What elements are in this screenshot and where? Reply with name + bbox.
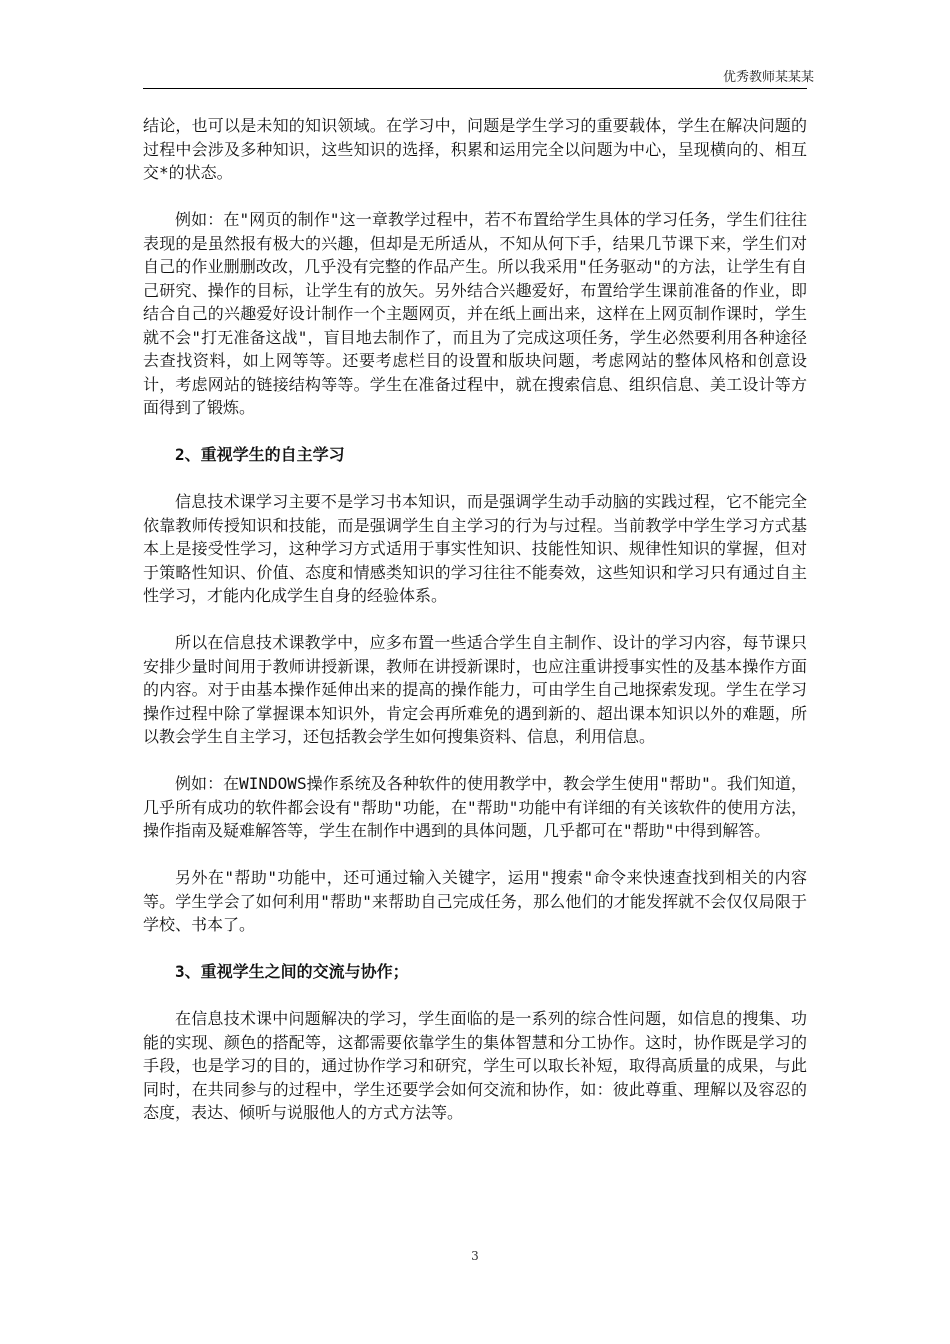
paragraph-continuation: 结论，也可以是未知的知识领域。在学习中，问题是学生学习的重要载体，学生在解决问题的过程中会涉及多种知识，这些知识的选择，积累和运用完全以问题为中心，呈现横向的、相互交*的状态。 [143, 116, 807, 182]
section-heading-collaboration: 3、重视学生之间的交流与协作； [175, 962, 409, 981]
paragraph-teaching-arrangement: 所以在信息技术课教学中，应多布置一些适合学生自主制作、设计的学习内容，每节课只安排少量时间用于教师讲授新课，教师在讲授新课时，也应注重讲授事实性的及基本操作方面的内容。对于由基本操作延伸出来的提高的操作能力，可由学生自己地探索发现。学生在学习操作过程中除了掌握课本知识外，肯定会再所难免的遇到新的、超出课本知识以外的难题，所以教会学生自主学习，还包括教会学生如何搜集资料、信息，利用信息。 [143, 633, 807, 746]
section-heading-autonomous-learning: 2、重视学生的自主学习 [175, 445, 345, 464]
page-number: 3 [471, 1249, 479, 1263]
header-author: 优秀教师某某某 [722, 70, 814, 85]
header-divider [143, 88, 807, 89]
paragraph-autonomous-learning: 信息技术课学习主要不是学习书本知识，而是强调学生动手动脑的实践过程，它不能完全依靠教师传授知识和技能，而是强调学生自主学习的行为与过程。当前教学中学生学习方式基本上是接受性学习，这种学习方式适用于事实性知识、技能性知识、规律性知识的掌握，但对于策略性知识、价值、态度和情感类知识的学习往往不能奏效，这些知识和学习只有通过自主性学习，才能内化成学生自身的经验体系。 [143, 492, 807, 605]
paragraph-help-search: 另外在"帮助"功能中，还可通过输入关键字，运用"搜索"命令来快速查找到相关的内容等。学生学会了如何利用"帮助"来帮助自己完成任务，那么他们的才能发挥就不会仅仅局限于学校、书本了。 [143, 868, 807, 934]
paragraph-example-webpage: 例如：在"网页的制作"这一章教学过程中，若不布置给学生具体的学习任务，学生们往往表现的是虽然报有极大的兴趣，但却是无所适从，不知从何下手，结果几节课下来，学生们对自己的作业删删改改，几乎没有完整的作品产生。所以我采用"任务驱动"的方法，让学生有自己研究、操作的目标，让学生有的放矢。另外结合兴趣爱好，布置给学生课前准备的作业，即结合自己的兴趣爱好设计制作一个主题网页，并在纸上画出来，这样在上网页制作课时，学生就不会"打无准备这战"，盲目地去制作了，而且为了完成这项任务，学生必然要利用各种途径去查找资料，如上网等等。还要考虑栏目的设置和版块问题，考虑网站的整体风格和创意设计，考虑网站的链接结构等等。学生在准备过程中，就在搜索信息、组织信息、美工设计等方面得到了锻炼。 [143, 210, 807, 417]
body-text [143, 114, 807, 1148]
paragraph-example-help: 例如：在WINDOWS操作系统及各种软件的使用教学中，教会学生使用"帮助"。我们知道，几乎所有成功的软件都会设有"帮助"功能，在"帮助"功能中有详细的有关该软件的使用方法，操作指南及疑难解答等，学生在制作中遇到的具体问题，几乎都可在"帮助"中得到解答。 [143, 774, 807, 840]
paragraph-collaboration: 在信息技术课中问题解决的学习，学生面临的是一系列的综合性问题，如信息的搜集、功能的实现、颜色的搭配等，这都需要依靠学生的集体智慧和分工协作。这时，协作既是学习的手段，也是学习的目的，通过协作学习和研究，学生可以取长补短，取得高质量的成果，与此同时，在共同参与的过程中，学生还要学会如何交流和协作，如：彼此尊重、理解以及容忍的态度，表达、倾听与说服他人的方式方法等。 [143, 1009, 807, 1122]
